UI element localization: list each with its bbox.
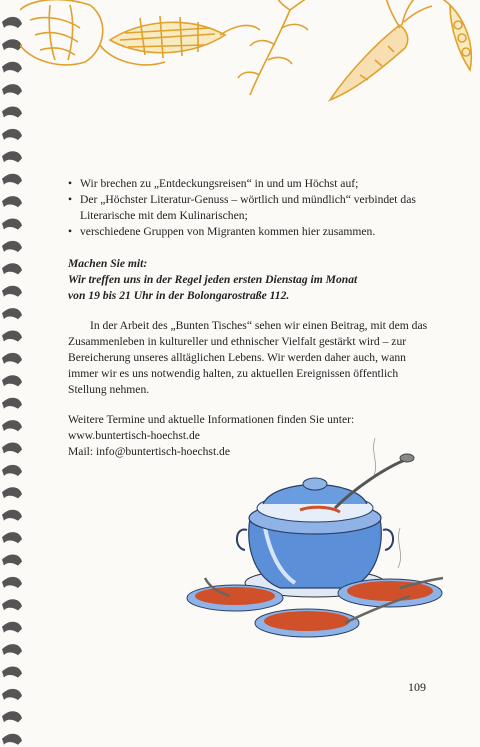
list-item: • Wir brechen zu „Entdeckungsreisen“ in und um Höchst auf; xyxy=(68,177,359,190)
spiral-ring xyxy=(2,39,22,50)
bullet-icon: • xyxy=(68,177,73,190)
spiral-ring xyxy=(2,286,22,297)
page-number: 109 xyxy=(408,680,426,694)
spiral-ring xyxy=(2,532,22,543)
soup-tureen-illustration xyxy=(185,438,450,658)
tureen-drawing xyxy=(237,454,414,597)
spiral-ring xyxy=(2,196,22,207)
body-paragraph: In der Arbeit des „Bunten Tisches“ sehen wir einen Beitrag, mit dem das Zusammenleben in kultureller und ethnischer Vielfalt gestärkt wird – zur Bereicherung unseres alltäglichen Lebens. Wir werden daher auch, wann immer wir es uns notwendig halten, zu aktuellen Ereignissen öffentlich Stellung nehmen. xyxy=(68,319,428,396)
cabbage-drawing xyxy=(20,0,103,65)
spiral-rings xyxy=(2,17,22,745)
info-intro: Weitere Termine und aktuelle Informationen finden Sie unter: xyxy=(68,413,355,426)
peapod-drawing xyxy=(435,0,471,70)
spiral-ring xyxy=(2,577,22,588)
spiral-ring xyxy=(2,62,22,73)
spiral-ring xyxy=(2,219,22,230)
spiral-ring xyxy=(2,734,22,745)
spiral-ring xyxy=(2,331,22,342)
bullet-icon: • xyxy=(68,193,73,206)
spiral-ring xyxy=(2,375,22,386)
bullet-list xyxy=(68,176,428,240)
spiral-ring xyxy=(2,555,22,566)
spiral-ring xyxy=(2,151,22,162)
herb-drawing xyxy=(238,0,310,95)
email-link[interactable]: Mail: info@buntertisch-hoechst.de xyxy=(68,445,231,458)
spiral-ring xyxy=(2,129,22,140)
page-text xyxy=(68,176,428,460)
spiral-ring xyxy=(2,689,22,700)
spiral-ring xyxy=(2,487,22,498)
list-item: • verschiedene Gruppen von Migranten kommen hier zusammen. xyxy=(68,225,376,238)
spiral-ring xyxy=(2,241,22,252)
spiral-ring xyxy=(2,84,22,95)
website-link[interactable]: www.buntertisch-hoechst.de xyxy=(68,429,200,442)
join-heading: Machen Sie mit: xyxy=(68,257,148,270)
spiral-ring xyxy=(2,599,22,610)
spiral-ring xyxy=(2,644,22,655)
spiral-ring xyxy=(2,174,22,185)
meeting-schedule: Wir treffen uns in der Regel jeden ersten Dienstag im Monat xyxy=(68,273,358,286)
spiral-ring xyxy=(2,17,22,28)
spiral-ring xyxy=(2,308,22,319)
spiral-ring xyxy=(2,443,22,454)
spiral-ring xyxy=(2,667,22,678)
spiral-ring xyxy=(2,465,22,476)
join-section xyxy=(68,256,428,304)
meeting-location: von 19 bis 21 Uhr in der Bolongarostraße 112. xyxy=(68,289,290,302)
spiral-ring xyxy=(2,510,22,521)
spiral-ring xyxy=(2,622,22,633)
spiral-ring xyxy=(2,263,22,274)
spiral-ring xyxy=(2,420,22,431)
vegetables-illustration xyxy=(20,0,480,110)
list-item: • Der „Höchster Literatur-Genuss – wörtlich und mündlich“ verbindet das Literarische mit dem Kulinarischen; xyxy=(68,193,416,222)
bullet-icon: • xyxy=(68,225,73,238)
corn-drawing xyxy=(100,16,260,65)
spiral-ring xyxy=(2,398,22,409)
spiral-ring xyxy=(2,107,22,118)
spiral-ring xyxy=(2,711,22,722)
spiral-ring xyxy=(2,353,22,364)
spiral-binding xyxy=(0,0,26,747)
carrot-drawing xyxy=(330,0,432,100)
